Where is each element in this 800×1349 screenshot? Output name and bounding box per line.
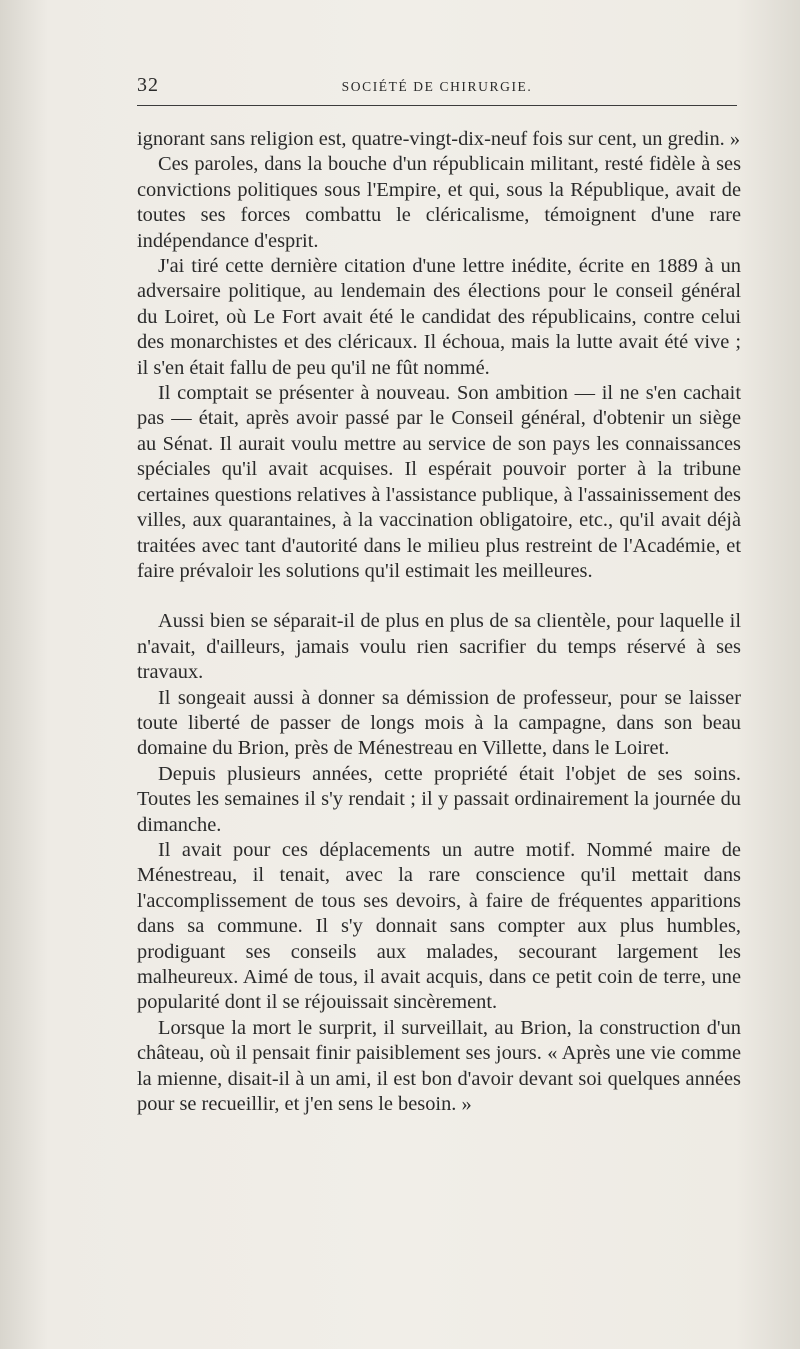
page-header — [137, 74, 737, 100]
header-rule — [137, 105, 737, 106]
paragraph: Aussi bien se séparait-il de plus en plus de sa clientèle, pour laquelle il n'avait, d'ailleurs, jamais voulu rien sacrifier du temps réservé à ses travaux. — [137, 610, 741, 684]
paragraph: J'ai tiré cette dernière citation d'une lettre inédite, écrite en 1889 à un adversaire politique, au lendemain des élections pour le conseil général du Loiret, où Le Fort avait été le candidat des républicains, contre celui des monarchistes et des cléricaux. Il échoua, mais la lutte avait été vive ; il s'en était fallu de peu qu'il ne fût nommé. — [137, 255, 741, 379]
page-number: 32 — [137, 74, 159, 96]
paragraph: Depuis plusieurs années, cette propriété était l'objet de ses soins. Toutes les semaines il s'y rendait ; il y passait ordinairement la journée du dimanche. — [137, 762, 741, 836]
body-text — [137, 127, 741, 1117]
paragraph: Ces paroles, dans la bouche d'un républicain militant, resté fidèle à ses convictions politiques sous l'Empire, et qui, sous la République, avait de toutes ses forces combattu le cléricalisme, témoignent d'une rare indépendance d'esprit. — [137, 153, 741, 252]
paragraph-continuation: ignorant sans religion est, quatre-vingt-dix-neuf fois sur cent, un gredin. » — [137, 128, 741, 150]
paragraph: Il comptait se présenter à nouveau. Son ambition — il ne s'en cachait pas — était, après avoir passé par le Conseil général, d'obtenir un siège au Sénat. Il aurait voulu mettre au service de son pays les connaissances spéciales qu'il avait acquises. Il espérait pouvoir porter à la tribune certaines questions relatives à l'assistance publique, à l'assainissement des villes, aux quarantaines, à la vaccination obligatoire, etc., qu'il avait déjà traitées avec tant d'autorité dans le milieu plus restreint de l'Académie, et faire prévaloir les solutions qu'il estimait les meilleures. — [137, 382, 741, 582]
paragraph: Il avait pour ces déplacements un autre motif. Nommé maire de Ménestreau, il tenait, avec la rare conscience qu'il mettait dans l'accomplissement de tous ses devoirs, à faire de fréquentes apparitions dans sa commune. Il s'y donnait sans compter aux plus humbles, prodiguant ses conseils aux malades, secourant largement les malheureux. Aimé de tous, il avait acquis, dans ce petit coin de terre, une popularité dont il se réjouissait sincèrement. — [137, 838, 741, 1014]
paragraph: Il songeait aussi à donner sa démission de professeur, pour se laisser toute liberté de passer de longs mois à la campagne, dans son beau domaine du Brion, près de Ménestreau en Villette, dans le Loiret. — [137, 686, 741, 760]
paragraph: Lorsque la mort le surprit, il surveillait, au Brion, la construction d'un château, où il pensait finir paisiblement ses jours. « Après une vie comme la mienne, disait-il à un ami, il est bon d'avoir devant soi quelques années pour se recueillir, et j'en sens le besoin. » — [137, 1016, 741, 1116]
running-title: SOCIÉTÉ DE CHIRURGIE. — [341, 79, 533, 94]
